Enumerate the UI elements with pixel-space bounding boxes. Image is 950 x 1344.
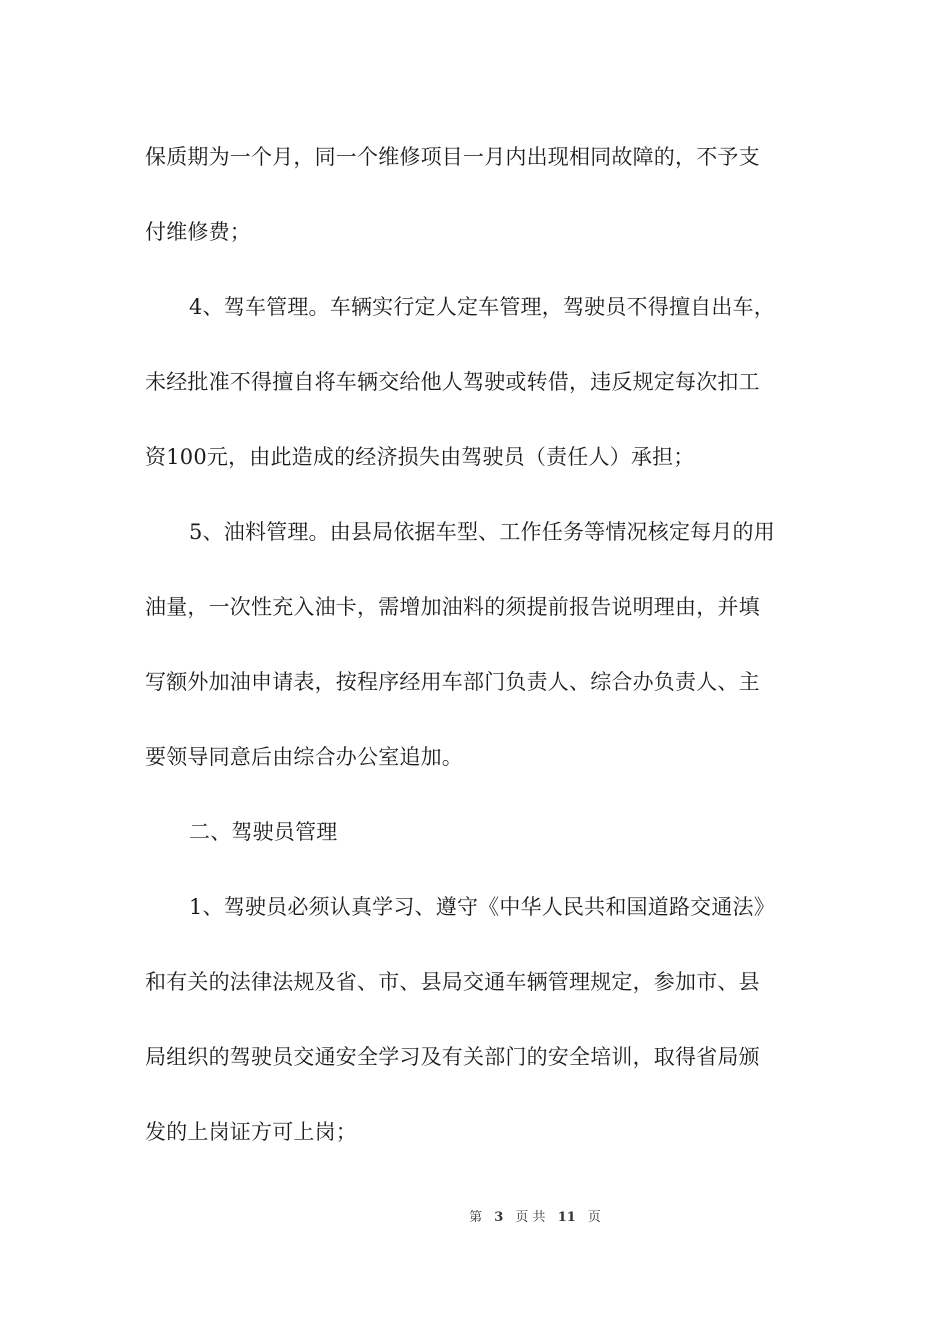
text-line: 和有关的法律法规及省、市、县局交通车辆管理规定，参加市、县 (145, 970, 760, 994)
text-line: 发的上岗证方可上岗； (145, 1120, 357, 1144)
footer-prefix: 第 (469, 1210, 483, 1225)
text-line: 付维修费； (145, 220, 251, 244)
text-line: 5、油料管理。由县局依据车型、工作任务等情况核定每月的用 (189, 520, 775, 544)
current-page-number: 3 (494, 1210, 504, 1225)
text-line: 4、驾车管理。车辆实行定人定车管理，驾驶员不得擅自出车， (189, 295, 775, 319)
total-pages-number: 11 (557, 1210, 576, 1225)
text-line: 保质期为一个月，同一个维修项目一月内出现相同故障的，不予支 (145, 145, 760, 169)
text-line: 1、驾驶员必须认真学习、遵守《中华人民共和国道路交通法》 (189, 895, 775, 919)
footer-middle: 页 共 (515, 1210, 546, 1225)
section-heading: 二、驾驶员管理 (189, 820, 338, 844)
text-line: 写额外加油申请表，按程序经用车部门负责人、综合办负责人、主 (145, 670, 760, 694)
text-line: 要领导同意后由综合办公室追加。 (145, 745, 463, 769)
footer-suffix: 页 (587, 1210, 601, 1225)
page-footer (0, 1209, 950, 1227)
text-line: 未经批准不得擅自将车辆交给他人驾驶或转借，违反规定每次扣工 (145, 370, 760, 394)
text-line: 资100元，由此造成的经济损失由驾驶员（责任人）承担； (145, 445, 695, 469)
text-line: 油量，一次性充入油卡，需增加油料的须提前报告说明理由，并填 (145, 595, 760, 619)
text-line: 局组织的驾驶员交通安全学习及有关部门的安全培训，取得省局颁 (145, 1045, 760, 1069)
